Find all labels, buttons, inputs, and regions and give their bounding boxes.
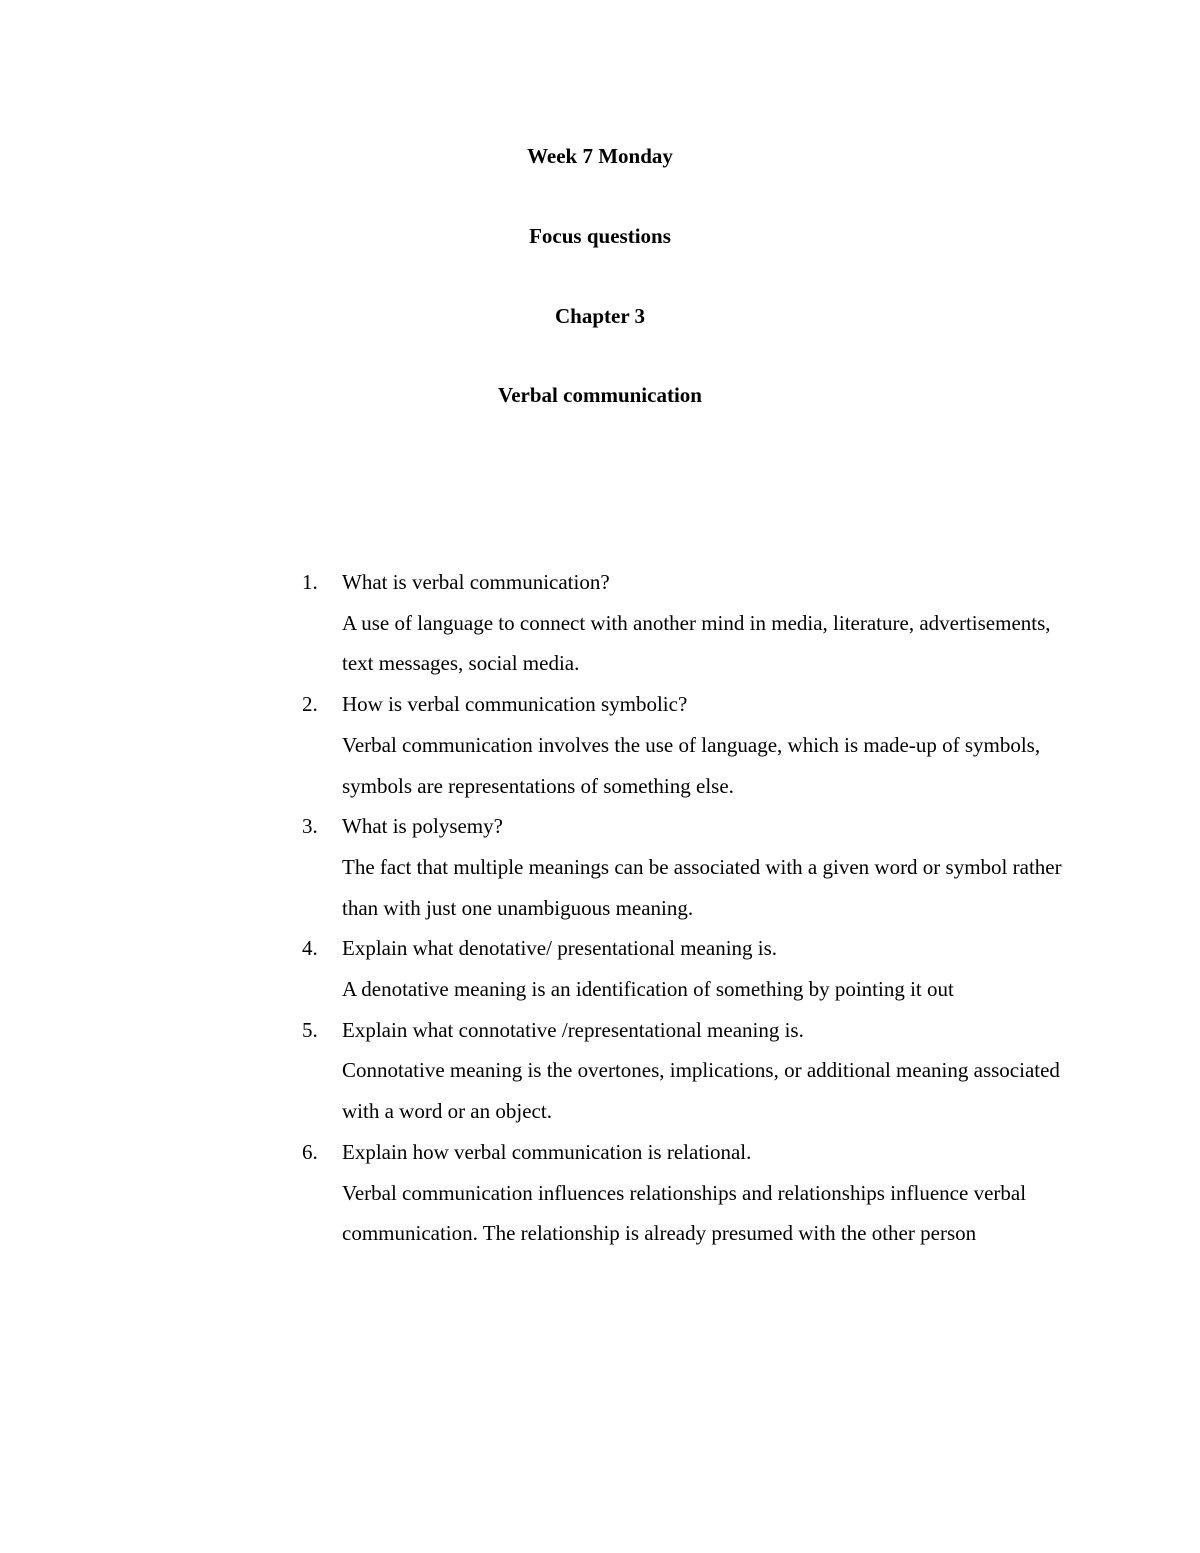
question-text: Explain what denotative/ presentational meaning is.	[342, 936, 778, 961]
answer-text: Connotative meaning is the overtones, implications, or additional meaning associated with a word or an object.	[342, 1058, 1060, 1124]
item-number: 6.	[302, 1139, 318, 1164]
heading-week: Week 7 Monday	[527, 144, 673, 168]
answer-text: Verbal communication involves the use of language, which is made-up of symbols, symbols are representations of something else.	[342, 732, 1041, 798]
answer-text: Verbal communication influences relationships and relationships influence verbal communication. The relationship is already presumed with the other person	[342, 1180, 1027, 1246]
heading-focus-questions: Focus questions	[529, 224, 671, 248]
question-text: How is verbal communication symbolic?	[342, 692, 688, 717]
question-text: Explain how verbal communication is relational.	[342, 1139, 752, 1164]
item-number: 5.	[302, 1017, 318, 1042]
list-item	[302, 806, 1062, 928]
answer-text: A denotative meaning is an identification of something by pointing it out	[342, 977, 954, 1002]
list-item	[302, 928, 1062, 1009]
item-number: 1.	[302, 570, 318, 594]
item-number: 2.	[302, 692, 318, 717]
answer-text: The fact that multiple meanings can be associated with a given word or symbol rather than with just one unambiguous meaning.	[342, 854, 1062, 920]
heading-topic: Verbal communication	[498, 383, 702, 407]
item-number: 4.	[302, 936, 318, 961]
question-text: Explain what connotative /representational meaning is.	[342, 1017, 804, 1042]
heading-chapter: Chapter 3	[554, 304, 646, 328]
item-number: 3.	[302, 814, 318, 839]
answer-text: A use of language to connect with another mind in media, literature, advertisements, text messages, social media.	[342, 610, 1051, 676]
question-text: What is polysemy?	[342, 814, 503, 839]
question-list	[302, 562, 1062, 1254]
list-item	[302, 562, 1062, 684]
list-item	[302, 1132, 1062, 1254]
list-item	[302, 1010, 1062, 1132]
question-text: What is verbal communication?	[342, 570, 610, 594]
list-item	[302, 684, 1062, 806]
